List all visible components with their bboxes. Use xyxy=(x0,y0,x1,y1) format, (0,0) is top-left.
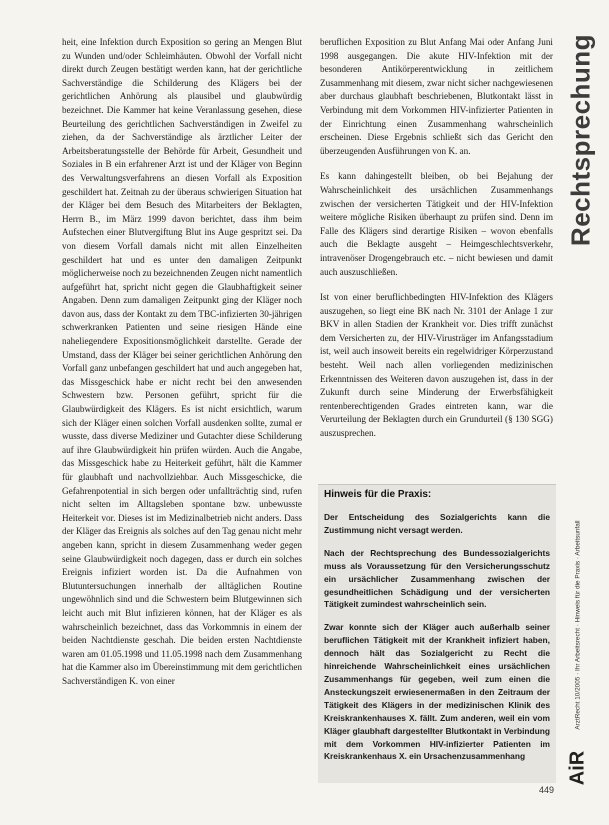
journal-logo-text: AiR xyxy=(566,750,589,786)
side-meta-text: ArztRecht 10/2005 · Ihr Arbeitsrecht · Hinweis für die Praxis · Arbeitsunfall xyxy=(574,520,582,730)
right-text-column xyxy=(320,36,553,453)
left-text-column xyxy=(62,36,302,689)
right-paragraph-1: beruflichen Exposition zu Blut Anfang Mai oder Anfang Juni 1998 ausgegangen. Die akute HIV-Infektion mit der besonderen Antikörperentwicklung in zeitlichem Zusammenhang mit diesem, zwar nicht sicher nachgewiesenen aber durchaus glaubhaft beschriebenen, Blutkontakt lässt in Verbindung mit dem Vorkommen HIV-infizierter Patienten in der Einrichtung einen Zusammenhang wahrscheinlich erscheinen. Diese Ergebnis schließt sich das Gericht den überzeugenden Ausführungen von K. an. xyxy=(320,37,553,156)
practice-note-title: Hinweis für die Praxis: xyxy=(324,489,432,500)
right-paragraph-2: Es kann dahingestellt bleiben, ob bei Bejahung der Wahrscheinlichkeit des ursächlichen Zusammenhangs zwischen der versicherten Tätigkeit und der HIV-Infektion weitere mögliche Risiken überhaupt zu prüfen sind. Denn im Falle des Klägers sind derartige Risiken – wovon ebenfalls auch die Beklagte ausgeht – Heimgeschlechtsverkehr, intravenöser Drogengebrauch etc. – nicht bewiesen und damit auch auszuschließen. xyxy=(320,171,553,277)
practice-note-paragraph-1: Der Entscheidung des Sozialgerichts kann die Zustimmung nicht versagt werden. xyxy=(324,512,550,535)
section-label-text: Rechtsprechung xyxy=(565,33,596,247)
page-number: 449 xyxy=(539,785,555,795)
practice-note-paragraph-3: Zwar konnte sich der Kläger auch außerhalb seiner beruflichen Tätigkeit mit der Krankheit infiziert haben, dennoch hält das Sozialgericht zu Recht die hinreichende Wahrscheinlichkeit eines ursächlichen Zusammenhangs für gegeben, weil zum einen die Ansteckungszeit erwiesenermaßen in den Zeitraum der Tätigkeit des Klägers in der medizinischen Klinik des Kreiskrankenhauses X. fällt. Zum anderen, weil ein vom Kläger glaubhaft dargestellter Blutkontakt in Verbindung mit dem Vorkommen HIV-infizierter Patienten im Kreiskrankenhaus X. ein Ursachenzusammenhang xyxy=(324,622,550,762)
practice-note-box xyxy=(318,484,556,783)
practice-note-paragraph-2: Nach der Rechtsprechung des Bundessozialgerichts muss als Voraussetzung für den Versicherungsschutz ein ursächlicher Zusammenhang zwischen der gesundheitlichen Schädigung und der versicherten Tätigkeit zumindest wahrscheinlich sein. xyxy=(324,547,550,610)
right-paragraph-3: Ist von einer beruflichbedingten HIV-Infektion des Klägers auszugehen, so liegt eine BK nach Nr. 3101 der Anlage 1 zur BKV in allen Stadien der Krankheit vor. Dies trifft zunächst dem Versicherten zu, der HIV-Virusträger im Anfangsstadium ist, weil auch insoweit bereits ein regelwidriger Körperzustand besteht. Weil nach allen vorliegenden medizinischen Erkenntnissen des Weiteren davon auszugehen ist, dass in der Zukunft durch seine Minderung der Erwerbsfähigkeit rentenberechtigenden Grades eintreten kann, war die Verurteilung der Beklagten durch ein Grundurteil (§ 130 SGG) auszusprechen. xyxy=(320,292,553,439)
journal-logo xyxy=(563,748,593,788)
left-column-text: heit, eine Infektion durch Exposition so gering an Mengen Blut zu Wunden und/oder Schleimhäuten. Obwohl der Vorfall nicht direkt durch Zeugen bestätigt werden kann, hat der gerichtliche Sachverständige die Schilderung des Klägers bei der gerichtlichen Anhörung als plausibel und glaubwürdig bezeichnet. Die Kammer hat keine Veranlassung gesehen, diese Beurteilung des gerichtlichen Sachverständigen in Zweifel zu ziehen, da der Sachverständige als ärztlicher Leiter der Arbeitsberatungsstelle der Behörde für Arbeit, Gesundheit und Soziales in B ein erfahrener Arzt ist und der Kläger von Beginn des Verwaltungsverfahrens an diesen Vorfall als Exposition geschildert hat. Zeitnah zu der überaus schwierigen Situation hat der Kläger bei dem Besuch des Mitarbeiters der Beklagten, Herrn B., im März 1999 davon berichtet, dass ihm beim Aufstechen einer Blutvergiftung Blut ins Auge gespritzt sei. Da von diesem Vorfall damals nicht mit allen Einzelheiten geschildert hat und es unter den damaligen Zeitpunkt möglicherweise noch zu bezeichnenden Zeugen nicht namentlich aufgeführt hat, spricht nicht gegen die Glaubhaftigkeit seiner Angaben. Denn zum damaligen Zeitpunkt ging der Kläger noch davon aus, dass der Kontakt zu dem TBC-infizierten 30-jährigen schwerkranken Patienten und seine riesigen Hände eine naheliegendere Expositionsmöglichkeit darstellte. Gerade der Umstand, dass der Kläger bei seiner gerichtlichen Anhörung den Vorfall ganz unbefangen geschildert hat und auch angegeben hat, das Missgeschick habe er nicht recht bei den anwesenden Schwestern bzw. Personen geführt, spricht für die Glaubwürdigkeit des Klägers. Es ist nicht ersichtlich, warum sich der Kläger einen solchen Vorfall ausdenken sollte, zumal er wusste, dass diverse Mediziner und Gutachter diese Schilderung auf ihre Glaubwürdigkeit hin prüfen würden. Auch die Angabe, das Missgeschick habe zu Heiterkeit geführt, hält die Kammer für glaubhaft und nachvollziehbar. Auch Missgeschicke, die Gefahrenpotential in sich bergen oder unfallträchtig sind, rufen nicht selten im Alltagsleben spontane bzw. unbewusste Heiterkeit vor. Dieses ist im Medizinalbetrieb nicht anders. Dass der Kläger das Ereignis als solches auf den Tag genau nicht mehr angeben kann, spricht in diesem Zusammenhang weder gegen seine Glaubwürdigkeit noch dagegen, dass er durch ein solches Ereignis infiziert worden ist. Da die Aufnahmen von Blutuntersuchungen innerhalb der alltäglichen Routine ungewöhnlich sind und die Schwestern beim Blutgewinnen sich leicht auch mit Blut infizieren können, hat der Kläger es als wahrscheinlich bezeichnet, dass das Vorkommnis in einem der beiden Nachtdienste geschah. Die beiden ersten Nachtdienste waren am 01.05.1998 und 11.05.1998 nach dem Zusammenhang hat die Kammer also im Übereinstimmung mit dem gerichtlichen Sachverständigen K. von einer xyxy=(62,37,302,686)
practice-note-body xyxy=(324,511,550,773)
side-meta xyxy=(569,500,587,750)
section-label xyxy=(561,33,601,247)
